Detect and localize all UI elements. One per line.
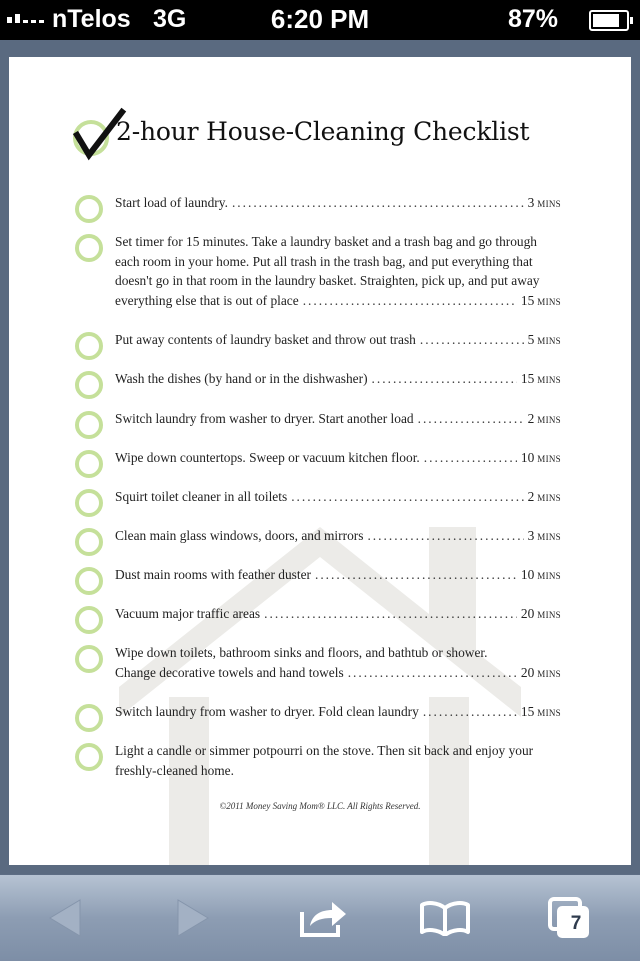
duration-unit: MINS [537, 610, 561, 620]
item-duration [521, 663, 561, 685]
back-button[interactable] [15, 875, 115, 961]
copyright-notice: ©2011 Money Saving Mom® LLC. All Rights Reserved. [219, 801, 421, 811]
network-type: 3G [153, 5, 187, 33]
checklist-item-text [115, 604, 561, 626]
dot-leader [348, 663, 517, 683]
checkbox-circle[interactable] [75, 489, 103, 517]
item-duration [521, 291, 561, 313]
dot-leader [315, 565, 517, 585]
dot-leader [424, 448, 517, 468]
carrier-name: nTelos [52, 5, 131, 33]
browser-toolbar [0, 874, 640, 961]
item-duration [528, 330, 561, 352]
duration-value: 20 [520, 664, 535, 680]
dot-leader [418, 409, 524, 429]
share-icon [298, 898, 348, 938]
checklist-item-text [115, 409, 561, 431]
duration-value: 15 [520, 292, 535, 308]
duration-unit: MINS [537, 454, 561, 464]
battery-percent: 87% [507, 5, 558, 33]
duration-value: 2 [527, 411, 535, 426]
tab-count-badge: 7 [570, 913, 582, 934]
tabs-icon [547, 896, 591, 940]
duration-value: 5 [527, 332, 535, 347]
checklist-item-line: each room in your home. Put all trash in the trash bag, and put everything that [115, 253, 533, 269]
checkbox-circle[interactable] [75, 371, 103, 399]
dot-leader [423, 702, 517, 722]
checklist-item-text [115, 526, 561, 548]
checklist-item-line: Squirt toilet cleaner in all toilets [115, 489, 288, 504]
duration-unit: MINS [537, 296, 561, 307]
duration-unit: MINS [537, 336, 561, 346]
back-icon [48, 898, 82, 938]
checklist-item-line: Set timer for 15 minutes. Take a laundry basket and a trash bag and go through [115, 234, 538, 249]
battery-icon [589, 10, 629, 31]
checklist-item-line: Switch laundry from washer to dryer. Fold clean laundry [115, 704, 419, 719]
checklist-item-line: Put away contents of laundry basket and throw out trash [115, 332, 416, 347]
duration-unit: MINS [537, 668, 561, 679]
checklist-item-line: Vacuum major traffic areas [115, 606, 261, 621]
duration-value: 2 [527, 489, 535, 504]
checklist-item-line: Wipe down countertops. Sweep or vacuum kitchen floor. [115, 450, 420, 465]
checklist-item-text [115, 487, 561, 509]
status-bar [0, 0, 640, 40]
checklist-item-line: freshly-cleaned home. [115, 762, 234, 778]
checklist-item-text [115, 369, 561, 391]
checklist-item-line: Clean main glass windows, doors, and mirrors [115, 528, 364, 543]
dot-leader [232, 193, 524, 213]
dot-leader [264, 604, 517, 624]
item-duration [521, 702, 561, 724]
duration-unit: MINS [537, 375, 561, 385]
status-time: 6:20 PM [270, 4, 370, 34]
item-duration [521, 565, 561, 587]
checklist-item-text [115, 448, 561, 470]
checklist-item-line: Wipe down toilets, bathroom sinks and floors, and bathtub or shower. [115, 645, 488, 660]
tabs-button[interactable] [519, 875, 619, 961]
forward-button[interactable] [143, 875, 243, 961]
item-duration [528, 526, 561, 548]
duration-value: 3 [527, 528, 535, 543]
checklist-item-text [115, 702, 561, 724]
checkbox-circle[interactable] [75, 528, 103, 556]
checklist-item-line: Change decorative towels and hand towels [115, 664, 344, 680]
item-duration [521, 604, 561, 626]
checkbox-circle[interactable] [75, 743, 103, 771]
checkbox-circle[interactable] [75, 450, 103, 478]
dot-leader [291, 487, 523, 507]
dot-leader [367, 526, 523, 546]
forward-icon [176, 898, 210, 938]
duration-value: 3 [527, 195, 535, 210]
checklist-item-line: Light a candle or simmer potpourri on the stove. Then sit back and enjoy your [115, 743, 534, 758]
checklist-item-line: Start load of laundry. [115, 195, 228, 210]
dot-leader [303, 291, 517, 311]
checklist-item-text [115, 330, 561, 352]
duration-unit: MINS [537, 532, 561, 542]
checklist-item-text [115, 565, 561, 587]
duration-unit: MINS [537, 493, 561, 503]
checklist-item-text [115, 643, 561, 684]
duration-unit: MINS [537, 199, 561, 209]
checkbox-circle[interactable] [75, 704, 103, 732]
checkbox-circle[interactable] [75, 234, 103, 262]
duration-value: 10 [520, 450, 535, 465]
checklist-item-text [115, 232, 561, 312]
duration-unit: MINS [537, 571, 561, 581]
checklist-item-line: everything else that is out of place [115, 292, 299, 308]
document-page[interactable] [9, 57, 631, 865]
duration-value: 15 [520, 371, 535, 386]
checklist [9, 57, 631, 865]
browser-content-area[interactable] [0, 40, 640, 874]
duration-unit: MINS [537, 708, 561, 718]
duration-unit: MINS [537, 415, 561, 425]
checklist-item-line: Wash the dishes (by hand or in the dishwasher) [115, 371, 368, 386]
checkbox-circle[interactable] [75, 567, 103, 595]
page-title: 2-hour House-Cleaning Checklist [116, 117, 530, 146]
checklist-item-line: doesn't go in that room in the laundry basket. Straighten, pick up, and put away [115, 273, 540, 289]
duration-value: 15 [520, 704, 535, 719]
checklist-item-line: Dust main rooms with feather duster [115, 567, 311, 582]
bookmarks-button[interactable] [395, 875, 495, 961]
item-duration [528, 193, 561, 215]
checkbox-circle[interactable] [75, 645, 103, 673]
checklist-item-text [115, 193, 561, 215]
dot-leader [420, 330, 524, 350]
checklist-item-text [115, 741, 561, 780]
checkbox-circle[interactable] [75, 411, 103, 439]
checkbox-circle[interactable] [75, 606, 103, 634]
checkbox-circle[interactable] [75, 195, 103, 223]
duration-value: 20 [520, 606, 535, 621]
item-duration [528, 409, 561, 431]
item-duration [528, 487, 561, 509]
checklist-item-line: Switch laundry from washer to dryer. Start another load [115, 411, 414, 426]
bookmarks-icon [419, 900, 471, 936]
dot-leader [372, 369, 517, 389]
item-duration [521, 448, 561, 470]
checkbox-circle[interactable] [75, 332, 103, 360]
item-duration [521, 369, 561, 391]
duration-value: 10 [520, 567, 535, 582]
share-button[interactable] [273, 875, 373, 961]
